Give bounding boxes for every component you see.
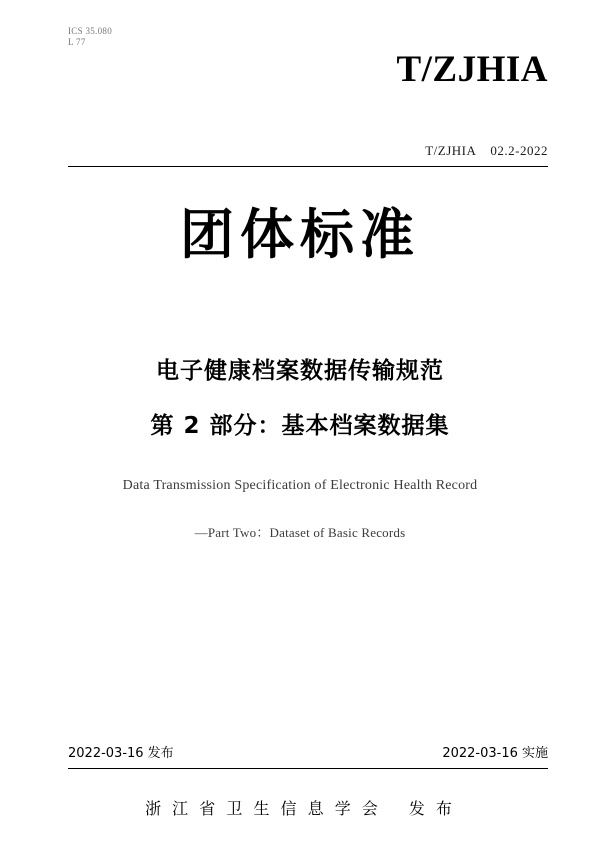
issuer-action: 发 布 — [408, 799, 455, 818]
ics-classification-block — [68, 26, 112, 48]
issuer-line — [0, 796, 600, 819]
standard-number-prefix: T/ZJHIA — [425, 143, 477, 158]
ics-code: ICS 35.080 — [68, 26, 113, 36]
organization-logo: T/ZJHIA — [396, 49, 548, 90]
subtitle-english-line1: Data Transmission Specification of Electronic Health Record — [122, 478, 478, 493]
ics-class: L 77 — [68, 37, 86, 47]
page-title: 团体标准 — [180, 203, 420, 266]
subtitle-english-line2: —Part Two：Dataset of Basic Records — [194, 525, 406, 540]
issue-date: 2022-03-16 发布 — [68, 746, 174, 761]
standard-number-value: 02.2-2022 — [490, 143, 548, 158]
effective-date: 2022-03-16 实施 — [442, 746, 548, 761]
dates-row — [68, 742, 548, 761]
footer-divider — [68, 768, 548, 769]
subtitle-chinese-line1: 电子健康档案数据传输规范 — [156, 358, 444, 384]
subtitle-chinese-line2: 第 2 部分：基本档案数据集 — [150, 413, 450, 439]
issuer-name: 浙 江 省 卫 生 信 息 学 会 — [145, 799, 381, 818]
standard-number — [425, 143, 548, 159]
header-divider — [68, 166, 548, 167]
